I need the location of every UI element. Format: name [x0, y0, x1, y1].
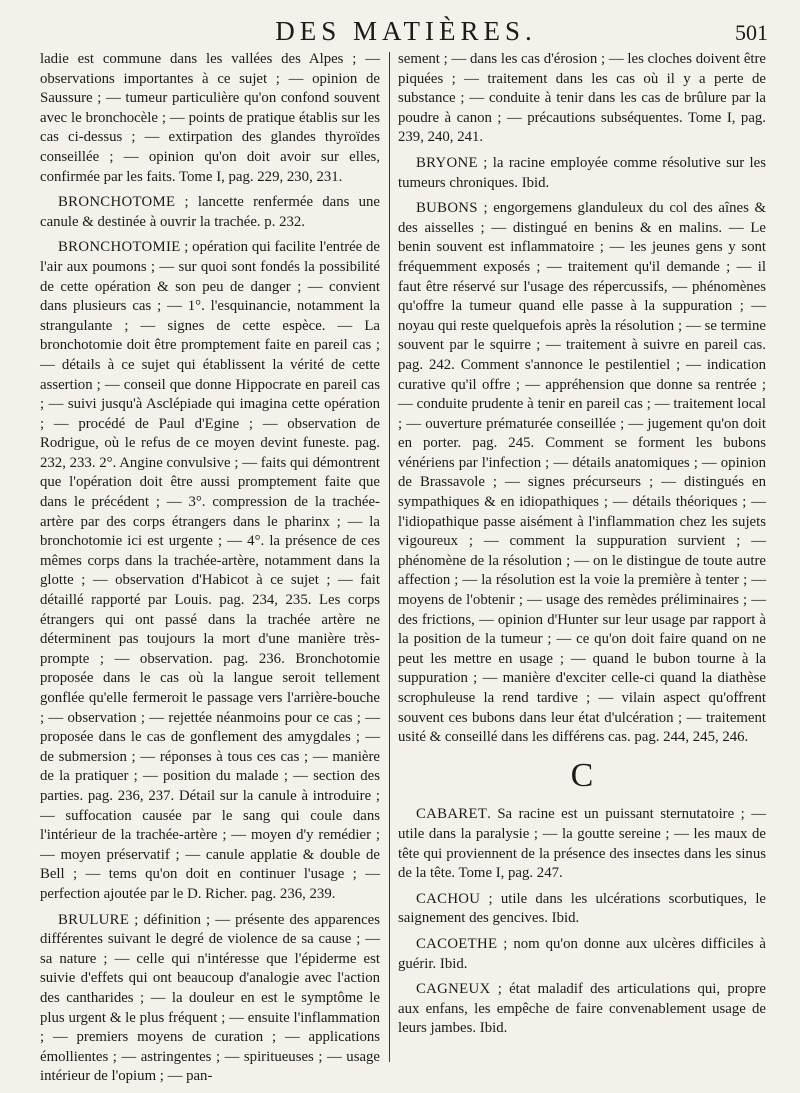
entry-keyword: BRYONE [416, 154, 478, 171]
entry-keyword: CACOETHE [416, 935, 498, 952]
page-number: 501 [735, 20, 768, 45]
index-entry-cabaret [398, 805, 766, 883]
column-divider [389, 52, 390, 1062]
index-entry-bronchotomie [40, 238, 380, 904]
entry-text: ; définition ; — présente des apparences différentes suivant le degré de violence de sa cause ; — sa nature ; — celle qui n'intéresse que l'épiderme est suivie d'effets qui ont beaucoup d'analogie avec l'action des cantharides ; — la douleur en est le symptôme le plus urgent & le plus fréquent ; — ensuite l'inflammation ; — premiers moyens de curation ; — applications émollientes ; — astringentes ; — spiritueuses ; — usage intérieur de l'opium ; — pan- [40, 911, 380, 1085]
entry-text: ; lancette renfermée dans une canule & destinée à ouvrir la trachée. p. 232. [40, 194, 380, 230]
left-column [40, 50, 380, 1093]
entry-keyword: BRULURE [58, 911, 130, 928]
entry-text: ; la racine employée comme résolutive sur les tumeurs chroniques. Ibid. [398, 154, 766, 191]
entry-keyword: BRONCHOTOME [58, 194, 176, 211]
entry-keyword: CACHOU [416, 890, 481, 907]
entry-keyword: CABARET [416, 806, 488, 823]
index-entry-continued: sement ; — dans les cas d'érosion ; — les cloches doivent être piquées ; — traitement dans les cas où il y a perte de substance ; — conduite à tenir dans les cas de brûlure par la poudre à canon ; — précautions subséquentes. Tome I, pag. 239, 240, 241. [398, 51, 766, 146]
section-letter: C [570, 756, 594, 794]
entry-keyword: BUBONS [416, 200, 478, 217]
index-entry-continued: ladie est commune dans les vallées des Alpes ; — observations importantes à ce sujet ; — opinion de Saussure ; — tumeur particulière qu'on confond souvent avec le bronchocèle ; — points de pratique établis sur les cas ci-dessus ; — extirpation des glandes thyroïdes conseillée ; — opinion qu'on doit avoir sur elles, confirmée par les faits. Tome I, pag. 229, 230, 231. [40, 51, 380, 185]
entry-text: ; opération qui facilite l'entrée de l'air aux poumons ; — sur quoi sont fondés la possibilité de cette opération & son peu de danger ; — convient dans plusieurs cas ; — 1°. l'esquinancie, notamment la strangulante ; — signes de cette espèce. — La bronchotomie doit être promptement faite en pareil cas ; — détails à ce sujet qui établissent la vérité de cette assertion ; — conseil que donne Hippocrate en pareil cas ; — suivi jusqu'à Asclépiade qui imagina cette opération ; — procédé de Paul d'Egine ; — observation de Rodrigue, où le refus de ce moyen devint funeste. pag. 232, 233. 2°. Angine convulsive ; — faits qui démontrent que l'opération doit être aussi promptement faite que dans le précédent ; — 3°. compression de la trachée-artère par des corps étrangers dans le pharinx ; — la bronchotomie ici est urgente ; — 4°. la présence de ces mêmes corps dans la trachée-artère, notamment dans la glotte ; — observation d'Habicot à ce sujet ; — fait détaillé rapporté par Louis. pag. 234, 235. Les corps étrangers qui ont passé dans la trachée artère ne déterminent pas toujours la mort d'une manière très-prompte ; — observation. pag. 236. Bronchotomie proposée dans le cas où la langue seroit tellement gonflée qu'elle fermeroit le passage vers l'arrière-bouche ; — observation ; — rejettée néanmoins pour ce cas ; — proposée dans le cas de gonflement des amygdales ; — de submersion ; — réponses à tous ces cas ; — manière de la pratiquer ; — position du malade ; — section des parties. pag. 236, 237. Détail sur la canule à introduire ; — suffocation causée par le sang qui coule dans l'intérieur de la trachée-artère ; — moyen d'y remédier ; — moyen préservatif ; — canule applatie & double de Bell ; — tems qu'on doit en continuer l'usage ; — perfection ajoutée par le D. Richer. pag. 236, 239. [40, 239, 380, 902]
index-entry-bronchotome [40, 193, 380, 232]
page-header [40, 14, 772, 50]
entry-text: ; engorgemens glanduleux du col des aînes & des aisselles ; — distingué en benins & en malins. — Le benin souvent est inflammatoire ; — les jeunes gens y sont fréquemment exposés ; — traitement qu'il demande ; — il faut être réservé sur l'usage des répercussifs, — phénomènes qu'offre la tumeur quand elle passe à la suppuration ; — noyau qui reste quelquefois après la résolution ; — se termine souvent par le squirre ; — traitement à suivre en pareil cas. pag. 242. Comment s'annonce le pestilentiel ; — indication curative qu'il offre ; — appréhension que donne sa rentrée ; — conduite prudente à tenir en pareil cas ; — traitement local ; — ouverture prématurée conseillée ; — jugement qu'on doit en porter. pag. 245. Comment se forment les bubons vénériens par l'infection ; — détails anatomiques ; — opinion de Brassavole ; — signes précurseurs ; — distingués en sympathiques & en idiopathiques ; — détails théoriques ; — l'idiopathique passe aisément à l'inflammation chez les sujets vigoureux ; — comment la suppuration survient ; — phénomène de la résolution ; — on le distingue de toute autre affection ; — la résolution est la voie la première à tenter ; — moyens de l'obtenir ; — usage des remèdes préliminaires ; — des frictions, — opinion d'Hunter sur leur usage par rapport à la position de la tumeur ; — ce qu'on doit faire quand on ne peut les mettre en usage ; — quand le bubon tourne à la suppuration ; — manière d'exciter celle-ci quand la diathèse scrophuleuse la rend tardive ; — vilain aspect qu'offrent souvent ces bubons dans leur état d'ulcération ; — traitement usité & conseillé dans les différens cas. pag. 244, 245, 246. [398, 200, 766, 746]
index-entry-cagneux [398, 980, 766, 1039]
right-column [398, 50, 766, 1045]
index-entry-cacoethe [398, 935, 766, 974]
entry-text: . Sa racine est un puissant sternutatoire ; — utile dans la paralysie ; — la goutte sereine ; — les maux de tête qui proviennent de la présence des insectes dans les sinus de la tête. Tome I, pag. 247. [398, 806, 766, 882]
entry-keyword: BRONCHOTOMIE [58, 239, 181, 256]
entry-text: ; utile dans les ulcérations scorbutiques, le saignement des gencives. Ibid. [398, 890, 766, 927]
index-entry-bubons [398, 199, 766, 748]
entry-text: ; nom qu'on donne aux ulcères difficiles à guérir. Ibid. [398, 935, 766, 972]
index-entry-bryone [398, 154, 766, 193]
entry-keyword: CAGNEUX [416, 981, 491, 998]
running-head: DES MATIÈRES. [275, 16, 537, 46]
index-entry-brulure [40, 911, 380, 1087]
entry-text: ; état maladif des articulations qui, propre aux enfans, les empêche de faire convenablement usage de leurs jambes. Ibid. [398, 981, 766, 1037]
index-entry-cachou [398, 890, 766, 929]
